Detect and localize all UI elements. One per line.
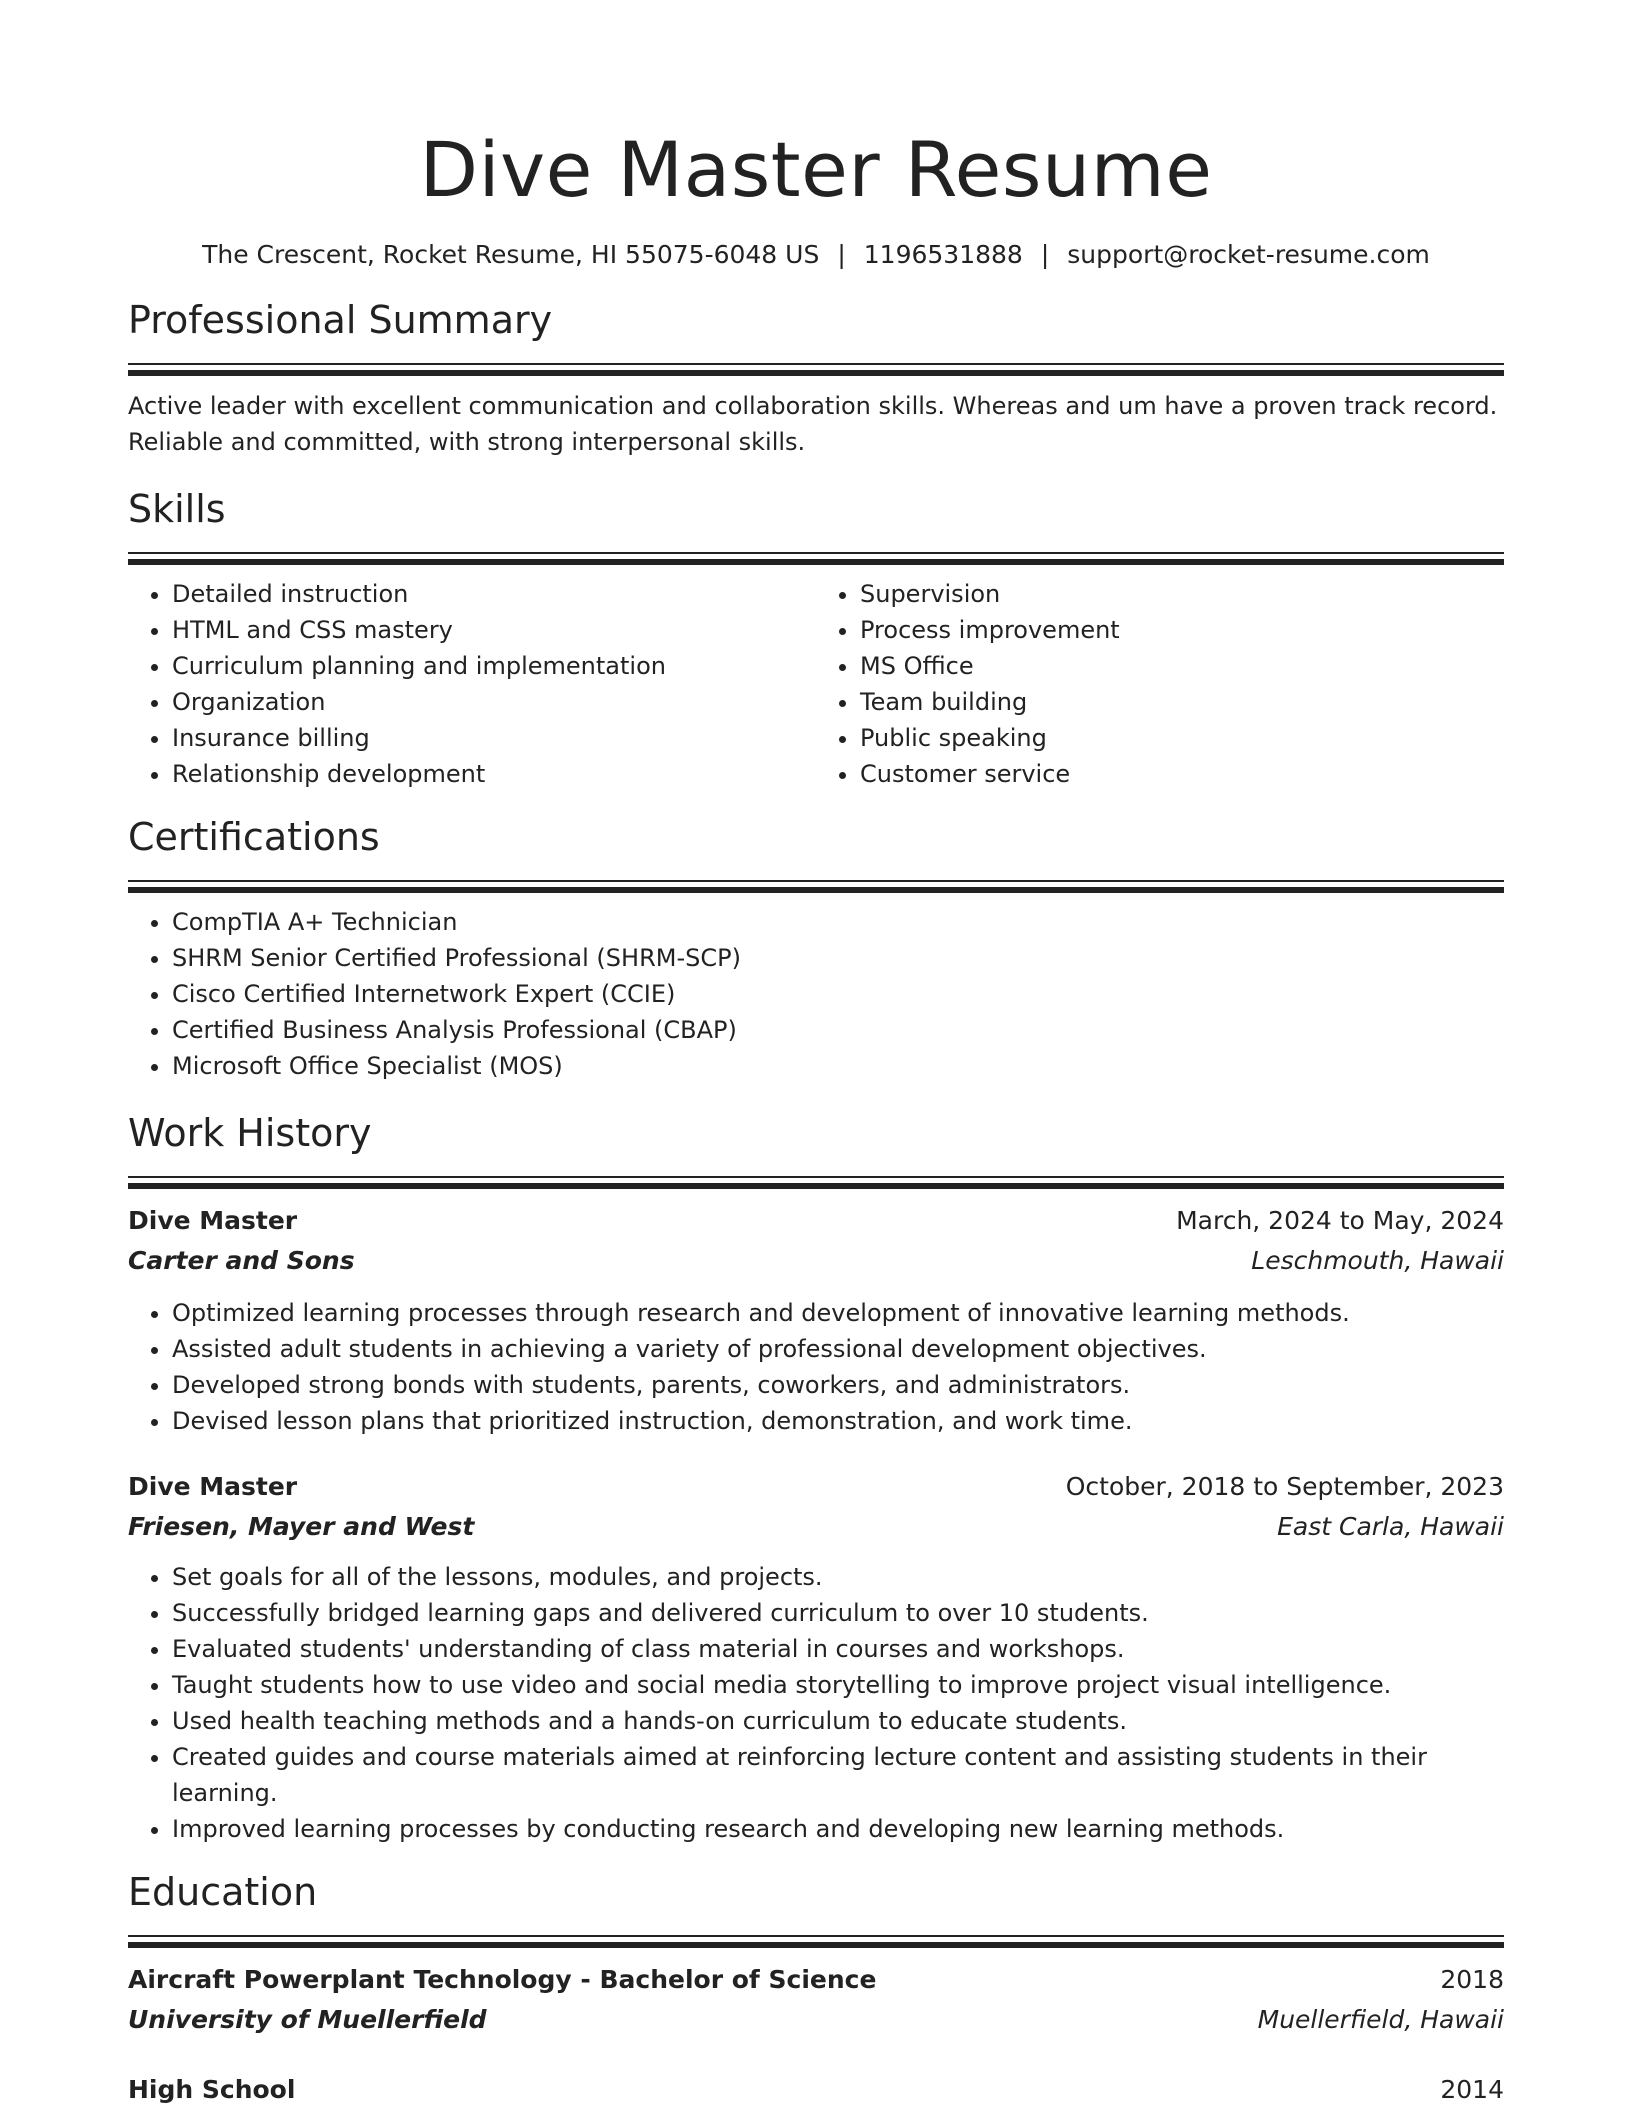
skill-item: • Public speaking	[860, 720, 1504, 756]
job-bullet: • Assisted adult students in achieving a variety of professional development objectives.	[172, 1331, 1504, 1367]
certification-item: • Microsoft Office Specialist (MOS)	[172, 1048, 1504, 1084]
contact-address: The Crescent, Rocket Resume, HI 55075-6048 US	[202, 240, 820, 269]
summary-section	[128, 297, 1504, 460]
job-bullet: • Successfully bridged learning gaps and delivered curriculum to over 10 students.	[172, 1595, 1504, 1631]
skills-list-right	[816, 576, 1504, 792]
contact-separator: |	[837, 240, 846, 269]
skill-item: • Process improvement	[860, 612, 1504, 648]
job-title: Dive Master	[128, 1206, 298, 1235]
section-divider	[128, 1935, 1504, 1946]
section-divider	[128, 363, 1504, 374]
certification-item: • CompTIA A+ Technician	[172, 904, 1504, 940]
section-divider	[128, 880, 1504, 891]
job-dates: March, 2024 to May, 2024	[1176, 1206, 1504, 1235]
skills-column-left	[128, 576, 816, 792]
certification-item: • Cisco Certified Internetwork Expert (CCIE)	[172, 976, 1504, 1012]
job-bullet: • Developed strong bonds with students, parents, coworkers, and administrators.	[172, 1367, 1504, 1403]
job-bullet: • Taught students how to use video and social media storytelling to improve project visual intelligence.	[172, 1667, 1504, 1703]
job-location: Leschmouth, Hawaii	[1251, 1246, 1504, 1275]
skill-item: • Customer service	[860, 756, 1504, 792]
education-year: 2018	[1440, 1965, 1504, 1994]
job-company: Friesen, Mayer and West	[128, 1512, 475, 1541]
certification-item: • Certified Business Analysis Professional (CBAP)	[172, 1012, 1504, 1048]
job-company-row	[128, 1507, 1504, 1547]
certifications-list	[128, 904, 1504, 1084]
skill-item: • Supervision	[860, 576, 1504, 612]
education-degree: High School	[128, 2075, 296, 2104]
job-bullets	[128, 1559, 1504, 1847]
education-degree-row	[128, 2070, 1504, 2110]
job-bullet: • Improved learning processes by conducting research and developing new learning methods.	[172, 1811, 1504, 1847]
certifications-section	[128, 814, 1504, 1084]
section-divider	[128, 1176, 1504, 1187]
job-entry	[128, 1467, 1504, 1847]
section-heading-summary: Professional Summary	[128, 298, 553, 342]
job-bullet: • Optimized learning processes through research and development of innovative learning methods.	[172, 1295, 1504, 1331]
skill-item: • Team building	[860, 684, 1504, 720]
skill-item: • MS Office	[860, 648, 1504, 684]
skill-item: • HTML and CSS mastery	[172, 612, 816, 648]
section-heading-skills: Skills	[128, 487, 226, 531]
job-header-row	[128, 1201, 1504, 1241]
job-entry	[128, 1201, 1504, 1439]
section-heading-education: Education	[128, 1870, 318, 1914]
skills-section	[128, 486, 1504, 792]
section-heading-work-history: Work History	[128, 1111, 372, 1155]
skill-item: • Detailed instruction	[172, 576, 816, 612]
education-entry	[128, 2070, 1504, 2110]
job-company: Carter and Sons	[128, 1246, 355, 1275]
certification-item: • SHRM Senior Certified Professional (SHRM-SCP)	[172, 940, 1504, 976]
job-bullet: • Created guides and course materials aimed at reinforcing lecture content and assisting students in their learning.	[172, 1739, 1504, 1811]
job-bullet: • Set goals for all of the lessons, modules, and projects.	[172, 1559, 1504, 1595]
job-bullet: • Evaluated students' understanding of class material in courses and workshops.	[172, 1631, 1504, 1667]
skill-item: • Insurance billing	[172, 720, 816, 756]
resume-title: Dive Master Resume	[419, 125, 1213, 214]
skill-item: • Relationship development	[172, 756, 816, 792]
job-location: East Carla, Hawaii	[1277, 1512, 1504, 1541]
skill-item: • Curriculum planning and implementation	[172, 648, 816, 684]
job-bullets	[128, 1295, 1504, 1439]
job-bullet: • Used health teaching methods and a hands-on curriculum to educate students.	[172, 1703, 1504, 1739]
education-school-row	[128, 2000, 1504, 2040]
education-degree-row	[128, 1960, 1504, 2000]
education-school: University of Muellerfield	[128, 2005, 487, 2034]
skills-grid	[128, 576, 1504, 792]
section-heading-certifications: Certifications	[128, 815, 380, 859]
job-company-row	[128, 1241, 1504, 1281]
contact-phone: 1196531888	[863, 240, 1023, 269]
summary-text: Active leader with excellent communication and collaboration skills. Whereas and um have a proven track record. Reliable and committed, with strong interpersonal skills.	[128, 392, 1498, 456]
job-header-row	[128, 1467, 1504, 1507]
education-entry	[128, 1960, 1504, 2040]
job-title: Dive Master	[128, 1472, 298, 1501]
contact-separator: |	[1040, 240, 1050, 269]
job-bullet: • Devised lesson plans that prioritized instruction, demonstration, and work time.	[172, 1403, 1504, 1439]
contact-line	[128, 239, 1504, 271]
education-degree: Aircraft Powerplant Technology - Bachelor of Science	[128, 1965, 877, 1994]
section-divider	[128, 552, 1504, 563]
skill-item: • Organization	[172, 684, 816, 720]
skills-column-right	[816, 576, 1504, 792]
education-section	[128, 1869, 1504, 2110]
contact-email: support@rocket-resume.com	[1067, 240, 1430, 269]
education-year: 2014	[1440, 2075, 1504, 2104]
skills-list-left	[128, 576, 816, 792]
job-dates: October, 2018 to September, 2023	[1065, 1472, 1504, 1501]
education-location: Muellerfield, Hawaii	[1257, 2005, 1504, 2034]
work-history-section	[128, 1110, 1504, 1847]
